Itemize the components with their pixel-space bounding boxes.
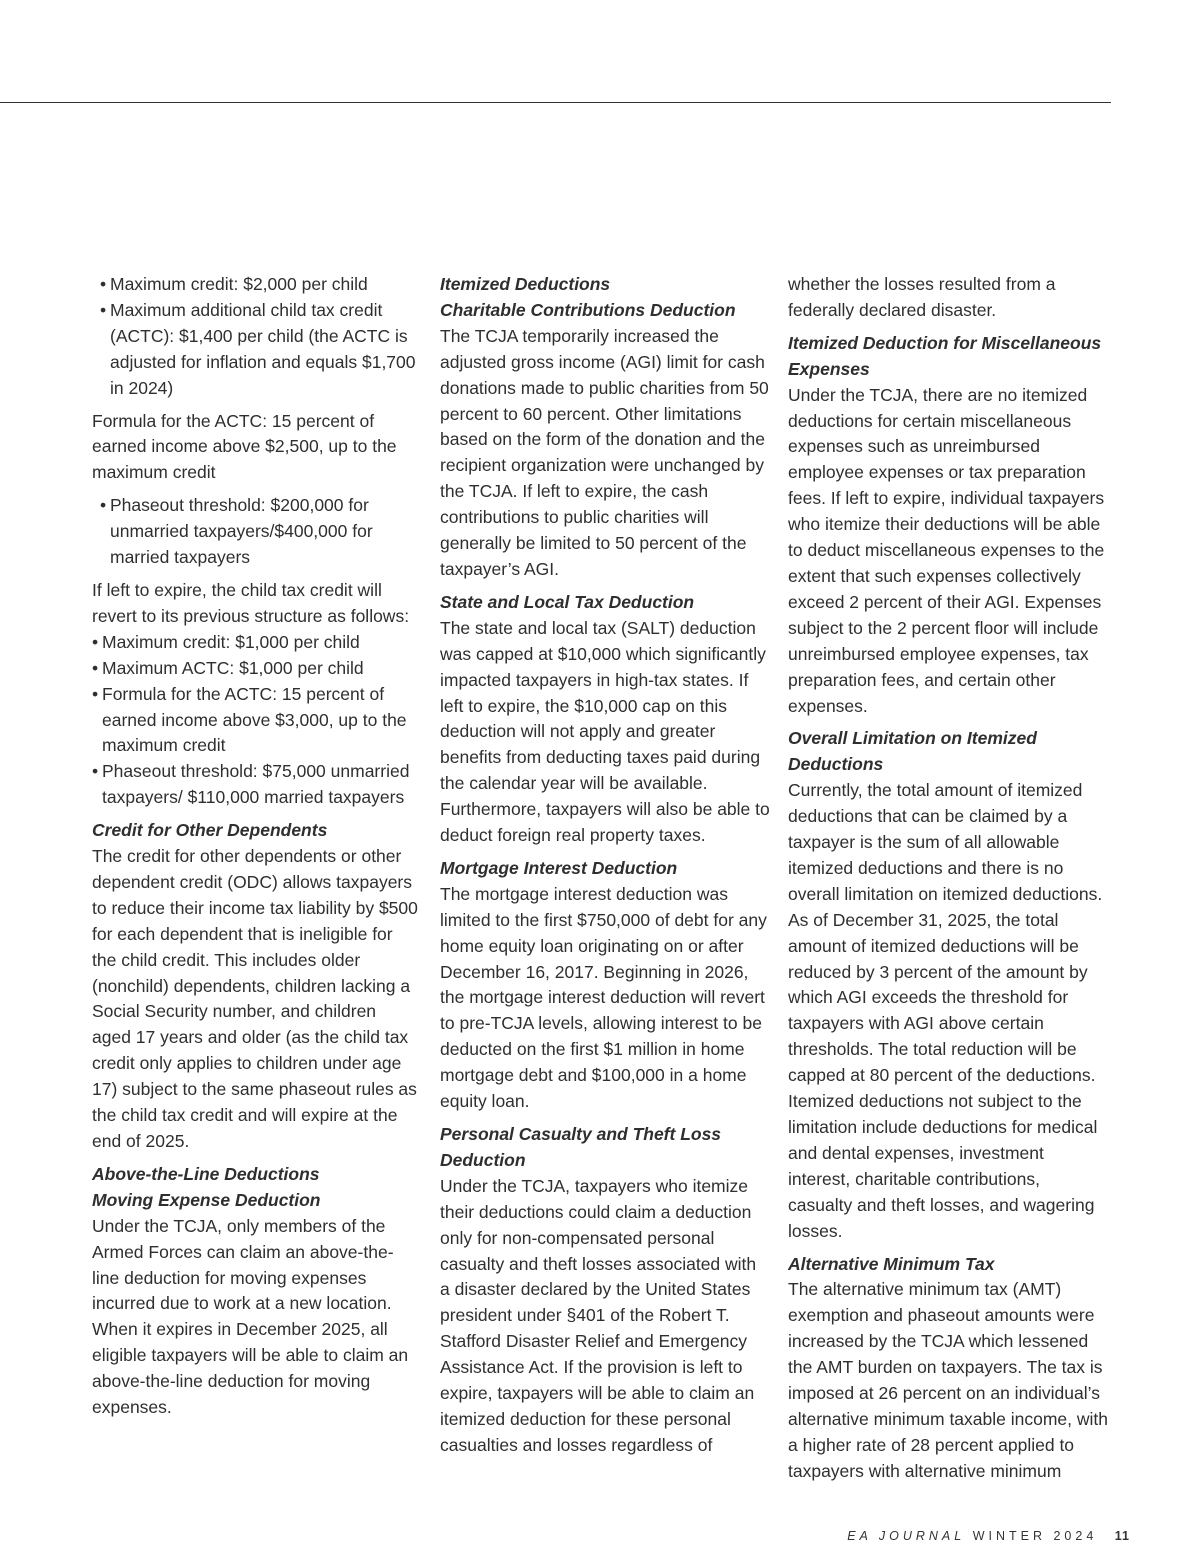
list-item: • Maximum additional child tax credit (ACTC): $1,400 per child (the ACTC is adjusted for inflation and equals $1,700 in 2024)	[100, 298, 418, 402]
bullet-list-previous	[92, 630, 418, 811]
heading-salt: State and Local Tax Deduction	[440, 591, 695, 612]
paragraph-overall-limitation: Currently, the total amount of itemized deductions that can be claimed by a taxpayer is the sum of all allowable itemized deductions and there is no overall limitation on itemized deductions. As of December 31, 2025, the total amount of itemized deductions will be reduced by 3 percent of the amount by which AGI exceeds the threshold for taxpayers with AGI above certain thresholds. The total reduction will be capped at 80 percent of the deductions. Itemized deductions not subject to the limitation include deductions for medical and dental expenses, investment interest, charitable contributions, casualty and theft losses, and wagering losses.	[788, 780, 1103, 1241]
paragraph-other-dependents: The credit for other dependents or other dependent credit (ODC) allows taxpayers to reduce their income tax liability by $500 for each dependent that is ineligible for the child credit. This includes older (nonchild) dependents, children lacking a Social Security number, and children aged 17 years and older (as the child tax credit only applies to children under age 17) subject to the same phaseout rules as the child tax credit and will expire at the end of 2025.	[92, 846, 418, 1151]
heading-casualty: Personal Casualty and Theft Loss Deduction	[440, 1124, 722, 1170]
page-footer	[847, 1529, 1130, 1543]
paragraph-moving-expense: Under the TCJA, only members of the Armed Forces can claim an above-the-line deduction for moving expenses incurred due to work at a new location. When it expires in December 2025, all eligible taxpayers will be able to claim an above-the-line deduction for moving expenses.	[92, 1215, 409, 1418]
heading-charitable: Charitable Contributions Deduction	[440, 299, 736, 320]
journal-name: EA JOURNAL	[847, 1529, 966, 1543]
paragraph-continued: whether the losses resulted from a federally declared disaster.	[788, 274, 1056, 320]
list-item: • Maximum credit: $2,000 per child	[100, 272, 418, 298]
list-item: • Phaseout threshold: $200,000 for unmarried taxpayers/$400,000 for married taxpayers	[100, 493, 418, 571]
paragraph-amt: The alternative minimum tax (AMT) exemption and phaseout amounts were increased by the TCJA which lessened the AMT burden on taxpayers. The tax is imposed at 26 percent on an individual’s alternative minimum taxable income, with a higher rate of 28 percent applied to taxpayers with alternative minimum	[788, 1279, 1108, 1481]
bullet-list-phaseout	[92, 493, 418, 571]
paragraph-misc-expenses: Under the TCJA, there are no itemized deductions for certain miscellaneous expenses such as unreimbursed employee expenses or tax preparation fees. If left to expire, individual taxpayers who itemize their deductions will be able to deduct miscellaneous expenses to the extent that such expenses collectively exceed 2 percent of their AGI. Expenses subject to the 2 percent floor will include unreimbursed employee expenses, tax preparation fees, and certain other expenses.	[788, 384, 1105, 716]
column-2	[440, 272, 770, 1466]
issue-label: WINTER 2024	[972, 1529, 1098, 1543]
page-number: 11	[1114, 1529, 1130, 1543]
heading-moving-expense: Moving Expense Deduction	[92, 1189, 321, 1210]
list-item: • Maximum credit: $1,000 per child	[92, 630, 418, 656]
paragraph-actc-formula: Formula for the ACTC: 15 percent of earned income above $2,500, up to the maximum credit	[92, 410, 397, 483]
heading-mortgage: Mortgage Interest Deduction	[440, 857, 678, 878]
heading-amt: Alternative Minimum Tax	[788, 1253, 995, 1274]
heading-itemized-deductions: Itemized Deductions	[440, 274, 611, 294]
paragraph-expire: If left to expire, the child tax credit will revert to its previous structure as follows:	[92, 579, 410, 626]
heading-overall-limitation: Overall Limitation on Itemized Deductions	[788, 728, 1037, 775]
heading-above-the-line: Above-the-Line Deductions	[92, 1163, 320, 1184]
list-item: • Formula for the ACTC: 15 percent of earned income above $3,000, up to the maximum credit	[92, 682, 418, 760]
paragraph-mortgage: The mortgage interest deduction was limited to the first $750,000 of debt for any home equity loan originating on or after December 16, 2017. Beginning in 2026, the mortgage interest deduction will revert to pre-TCJA levels, allowing interest to be deducted on the first $1 million in home mortgage debt and $100,000 in a home equity loan.	[440, 883, 767, 1112]
paragraph-salt: The state and local tax (SALT) deduction was capped at $10,000 which significantly impacted taxpayers in high-tax states. If left to expire, the $10,000 cap on this deduction will not apply and greater benefits from deducting taxes paid during the calendar year will be available. Furthermore, taxpayers will also be able to deduct foreign real property taxes.	[440, 617, 770, 846]
list-item: • Maximum ACTC: $1,000 per child	[92, 656, 418, 682]
header-rule	[0, 102, 1111, 103]
paragraph-charitable: The TCJA temporarily increased the adjusted gross income (AGI) limit for cash donations made to public charities from 50 percent to 60 percent. Other limitations based on the form of the donation and the recipient organization were unchanged by the TCJA. If left to expire, the cash contributions to public charities will generally be limited to 50 percent of the taxpayer’s AGI.	[440, 325, 769, 579]
column-3	[788, 272, 1108, 1492]
bullet-list-current	[92, 272, 418, 402]
column-1	[92, 272, 418, 1428]
heading-other-dependents: Credit for Other Dependents	[92, 820, 328, 841]
heading-misc-expenses: Itemized Deduction for Miscellaneous Expenses	[788, 332, 1102, 379]
paragraph-casualty: Under the TCJA, taxpayers who itemize their deductions could claim a deduction only for non-compensated personal casualty and theft losses associated with a disaster declared by the United States president under §401 of the Robert T. Stafford Disaster Relief and Emergency Assistance Act. If the provision is left to expire, taxpayers will be able to claim an itemized deduction for these personal casualties and losses regardless of	[440, 1175, 757, 1455]
list-item: • Phaseout threshold: $75,000 unmarried taxpayers/ $110,000 married taxpayers	[92, 759, 418, 811]
